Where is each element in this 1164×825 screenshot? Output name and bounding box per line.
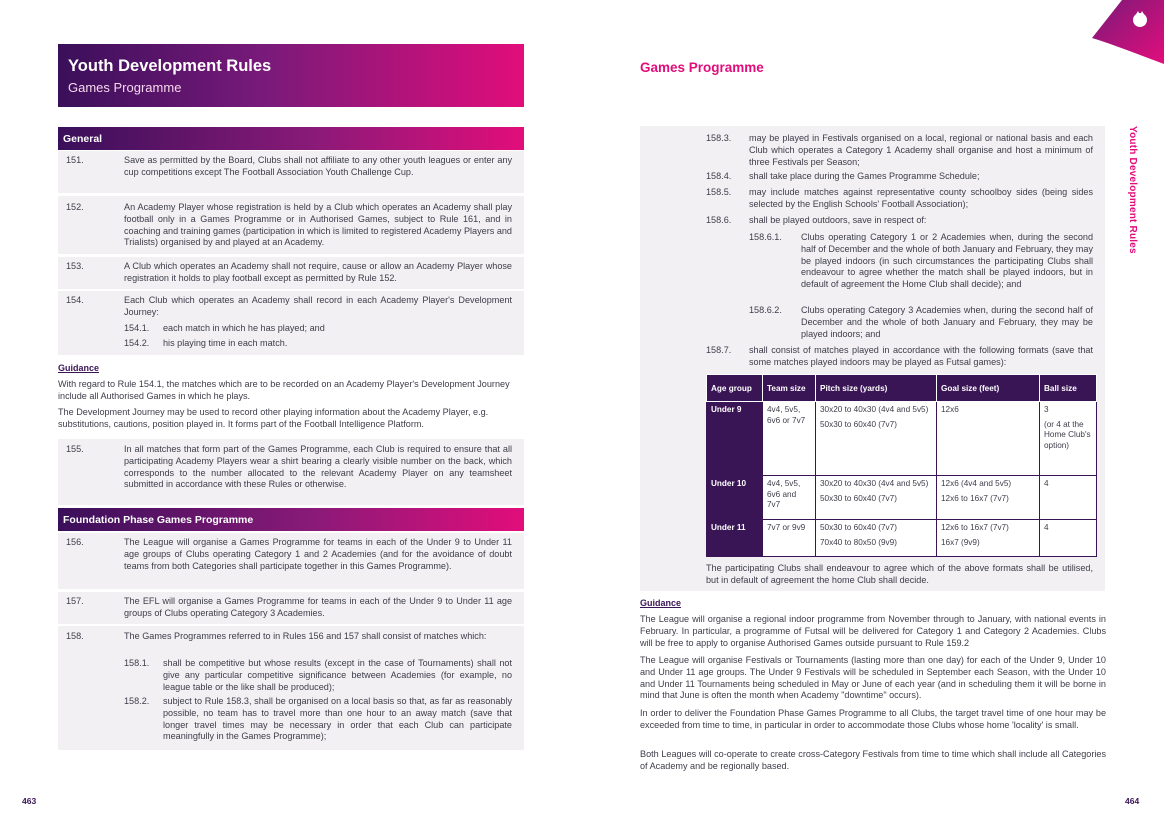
sub-sub-rule-number: 158.6.1. — [749, 232, 782, 242]
goal-size-line: 12x6 to 16x7 (7v7) — [941, 493, 1009, 503]
goal-size-cell — [937, 520, 1040, 557]
sub-sub-rule-number: 158.6.2. — [749, 305, 782, 315]
sub-rule-number: 158.5. — [706, 187, 732, 197]
header-title: Youth Development Rules — [68, 57, 272, 75]
table-row — [707, 402, 1097, 476]
guidance-paragraph: With regard to Rule 154.1, the matches which are to be recorded on an Academy Player's Development Journey include all Authorised Games in which he plays. — [58, 379, 510, 401]
table-header-row — [707, 375, 1097, 402]
sub-rule-number: 158.4. — [706, 171, 732, 181]
rule-number: 156. — [66, 537, 84, 547]
pitch-size-line: 50x30 to 60x40 (7v7) — [820, 523, 897, 532]
guidance-paragraph: In order to deliver the Foundation Phase Games Programme to all Clubs, the target travel time of one hour may be exceeded from time to time, in particular in order to accommodate those Clubs whose home 'locality' is small. — [640, 708, 1106, 730]
goal-size-cell — [937, 402, 1040, 476]
sub-rule-text: shall be competitive but whose results (except in the case of Tournaments) shall not give any particular competitive significance between Academies (for example, no league table or the like shall be produced); — [163, 658, 512, 692]
sub-rule-text: subject to Rule 158.3, shall be organised on a local basis so that, as far as reasonably possible, no team has to travel more than one hour to an away match (save that longer travel times may be necessary in order that each Club can participate meaningfully in the Games Programme); — [163, 696, 512, 742]
sub-rule-text: shall be played outdoors, save in respect of: — [749, 215, 927, 225]
ball-size-cell: 4 — [1040, 476, 1097, 520]
guidance-paragraph: Both Leagues will co-operate to create cross-Category Festivals from time to time which shall include all Categories of Academy and be regionally based. — [640, 749, 1106, 771]
pitch-size-cell — [816, 476, 937, 520]
sub-rule-number: 154.1. — [124, 323, 150, 333]
guidance-heading: Guidance — [58, 363, 100, 373]
rule-text: The EFL will organise a Games Programme for teams in each of the Under 9 to Under 11 age groups of Clubs operating Category 3 Academies. — [124, 596, 512, 618]
pitch-size-cell — [816, 520, 937, 557]
column-header: Ball size — [1040, 375, 1097, 402]
rule-text: An Academy Player whose registration is held by a Club which operates an Academy shall play football only in a Games Programme or in Authorised Games, subject to Rule 161, and in coaching and training games (participation in which is limited to registered Academy Players and Trialists) organised by and played at an Academy. — [124, 202, 512, 248]
page-header-banner — [58, 44, 524, 107]
right-page-title: Games Programme — [640, 60, 764, 75]
sub-rule-number: 158.3. — [706, 133, 732, 143]
pitch-size-line: 30x20 to 40x30 (4v4 and 5v5) — [820, 405, 929, 414]
age-group-cell: Under 10 — [707, 476, 763, 520]
corner-lion-logo-icon — [1092, 0, 1164, 64]
rule-153 — [58, 257, 524, 289]
rule-text: In all matches that form part of the Games Programme, each Club is required to ensure that all participating Academy Players wear a shirt bearing a clearly visible number on the back, which corresponds to the number allocated to the relevant Academy Player on any teamsheet submitted in accordance with these Rules or otherwise. — [124, 444, 512, 490]
rule-number: 158. — [66, 631, 84, 641]
pitch-size-cell — [816, 402, 937, 476]
sub-rule-text: shall take place during the Games Programme Schedule; — [749, 171, 980, 181]
goal-size-line: 12x6 to 16x7 (7v7) — [941, 523, 1009, 532]
page-number: 463 — [22, 796, 37, 806]
sub-sub-rule-text: Clubs operating Category 1 or 2 Academies when, during the second half of December and the whole of both January and February, they may be played indoors (in such circumstances the participating Clubs shall endeavour to agree whether the match shall be played indoors, but in default of agreement the Home Club shall decide); and — [801, 232, 1093, 290]
column-header: Team size — [763, 375, 816, 402]
header-subtitle: Games Programme — [68, 80, 182, 95]
rule-number: 151. — [66, 155, 84, 165]
goal-size-line: 12x6 (4v4 and 5v5) — [941, 479, 1012, 488]
team-size-cell: 7v7 or 9v9 — [763, 520, 816, 557]
sub-rule-number: 158.7. — [706, 345, 732, 355]
games-format-table — [706, 374, 1097, 557]
goal-size-line: 12x6 — [941, 405, 959, 414]
sub-rule-number: 154.2. — [124, 338, 150, 348]
ball-size-cell — [1040, 402, 1097, 476]
guidance-paragraph: The League will organise a regional indoor programme from November through to January, with national events in February. In particular, a programme of Futsal will be delivered for Category 1 and Category 2 Academies. Clubs will be free to apply to organise Authorised Games outside pursuant to Rule 159.2 — [640, 614, 1106, 648]
rule-text: The League will organise a Games Programme for teams in each of the Under 9 to Under 11 age groups of Clubs operating Category 1 and 2 Academies (and for the avoidance of doubt teams from both Categories shall participate together in this Games Programme). — [124, 537, 512, 571]
team-size-cell: 4v4, 5v5, 6v6 and 7v7 — [763, 476, 816, 520]
guidance-heading: Guidance — [640, 598, 682, 608]
rule-text: The Games Programmes referred to in Rules 156 and 157 shall consist of matches which: — [124, 631, 487, 641]
table-row — [707, 476, 1097, 520]
pitch-size-line: 70x40 to 80x50 (9v9) — [820, 537, 897, 547]
goal-size-cell — [937, 476, 1040, 520]
age-group-cell: Under 11 — [707, 520, 763, 557]
pitch-size-line: 30x20 to 40x30 (4v4 and 5v5) — [820, 479, 929, 488]
ball-size-note: (or 4 at the Home Club's option) — [1044, 419, 1091, 450]
rule-number: 153. — [66, 261, 84, 271]
rule-number: 155. — [66, 444, 84, 454]
sub-rule-text: may include matches against representative county schoolboy sides (being sides selected by the English Schools' Football Association); — [749, 187, 1093, 209]
rule-156 — [58, 533, 524, 589]
section-heading-general: General — [58, 127, 524, 150]
page-number: 464 — [1125, 796, 1140, 806]
rule-text: Save as permitted by the Board, Clubs shall not affiliate to any other youth leagues or enter any cup competitions except The Football Association Youth Challenge Cup. — [124, 155, 512, 177]
sub-rule-text: may be played in Festivals organised on a local, regional or national basis and each Club which operates a Category 1 Academy shall organise and host a minimum of three Festivals per Season; — [749, 133, 1093, 167]
ball-size-line: 3 — [1044, 405, 1049, 414]
rule-158 — [58, 626, 524, 750]
guidance-paragraph: The Development Journey may be used to record other playing information about the Academy Player, e.g. substitutions, cautions, position played in. It forms part of the Football Intelligence Platform. — [58, 407, 489, 429]
sub-rule-number: 158.1. — [124, 658, 150, 668]
column-header: Goal size (feet) — [937, 375, 1040, 402]
rule-154 — [58, 291, 524, 355]
rule-157 — [58, 592, 524, 624]
pitch-size-line: 50x30 to 60x40 (7v7) — [820, 419, 897, 429]
column-header: Pitch size (yards) — [816, 375, 937, 402]
ball-size-cell: 4 — [1040, 520, 1097, 557]
pitch-size-line: 50x30 to 60x40 (7v7) — [820, 493, 897, 503]
sub-sub-rule-text: Clubs operating Category 3 Academies when, during the second half of December and the whole of both January and February, they may be played indoors; and — [801, 305, 1093, 339]
sub-rule-text: shall consist of matches played in accordance with the following formats (save that some matches played indoors may be played as Futsal games): — [749, 345, 1093, 367]
guidance-paragraph: The League will organise Festivals or Tournaments (lasting more than one day) for each of the Under 9, Under 10 and Under 11 age groups. The Under 9 Festivals will be scheduled in September each Season, with the Under 10 and Under 11 Tournaments being scheduled in May or June of each year (and in scheduling them it will be borne in mind that June is often the month when Academy "downtime" occurs). — [640, 655, 1106, 701]
rule-152 — [58, 196, 524, 254]
column-header: Age group — [707, 375, 763, 402]
age-group-cell: Under 9 — [707, 402, 763, 476]
sub-rule-number: 158.2. — [124, 696, 150, 706]
table-row — [707, 520, 1097, 557]
right-page — [582, 0, 1164, 825]
sub-rule-number: 158.6. — [706, 215, 732, 225]
rule-151 — [58, 151, 524, 193]
goal-size-line: 16x7 (9v9) — [941, 537, 980, 547]
rule-number: 157. — [66, 596, 84, 606]
rule-text: A Club which operates an Academy shall not require, cause or allow an Academy Player whose registration it holds to play football except as permitted by Rule 152. — [124, 261, 512, 283]
sub-rule-text: each match in which he has played; and — [163, 323, 325, 333]
sub-rule-text: his playing time in each match. — [163, 338, 288, 348]
table-note: The participating Clubs shall endeavour to agree which of the above formats shall be utilised, but in default of agreement the home Club shall decide. — [706, 563, 1093, 585]
rule-text: Each Club which operates an Academy shall record in each Academy Player's Development Journey: — [124, 295, 512, 317]
rule-number: 154. — [66, 295, 84, 305]
rule-155 — [58, 439, 524, 505]
rule-number: 152. — [66, 202, 84, 212]
section-heading-foundation: Foundation Phase Games Programme — [58, 508, 524, 531]
side-running-title: Youth Development Rules — [1127, 126, 1138, 254]
team-size-cell: 4v4, 5v5, 6v6 or 7v7 — [763, 402, 816, 476]
